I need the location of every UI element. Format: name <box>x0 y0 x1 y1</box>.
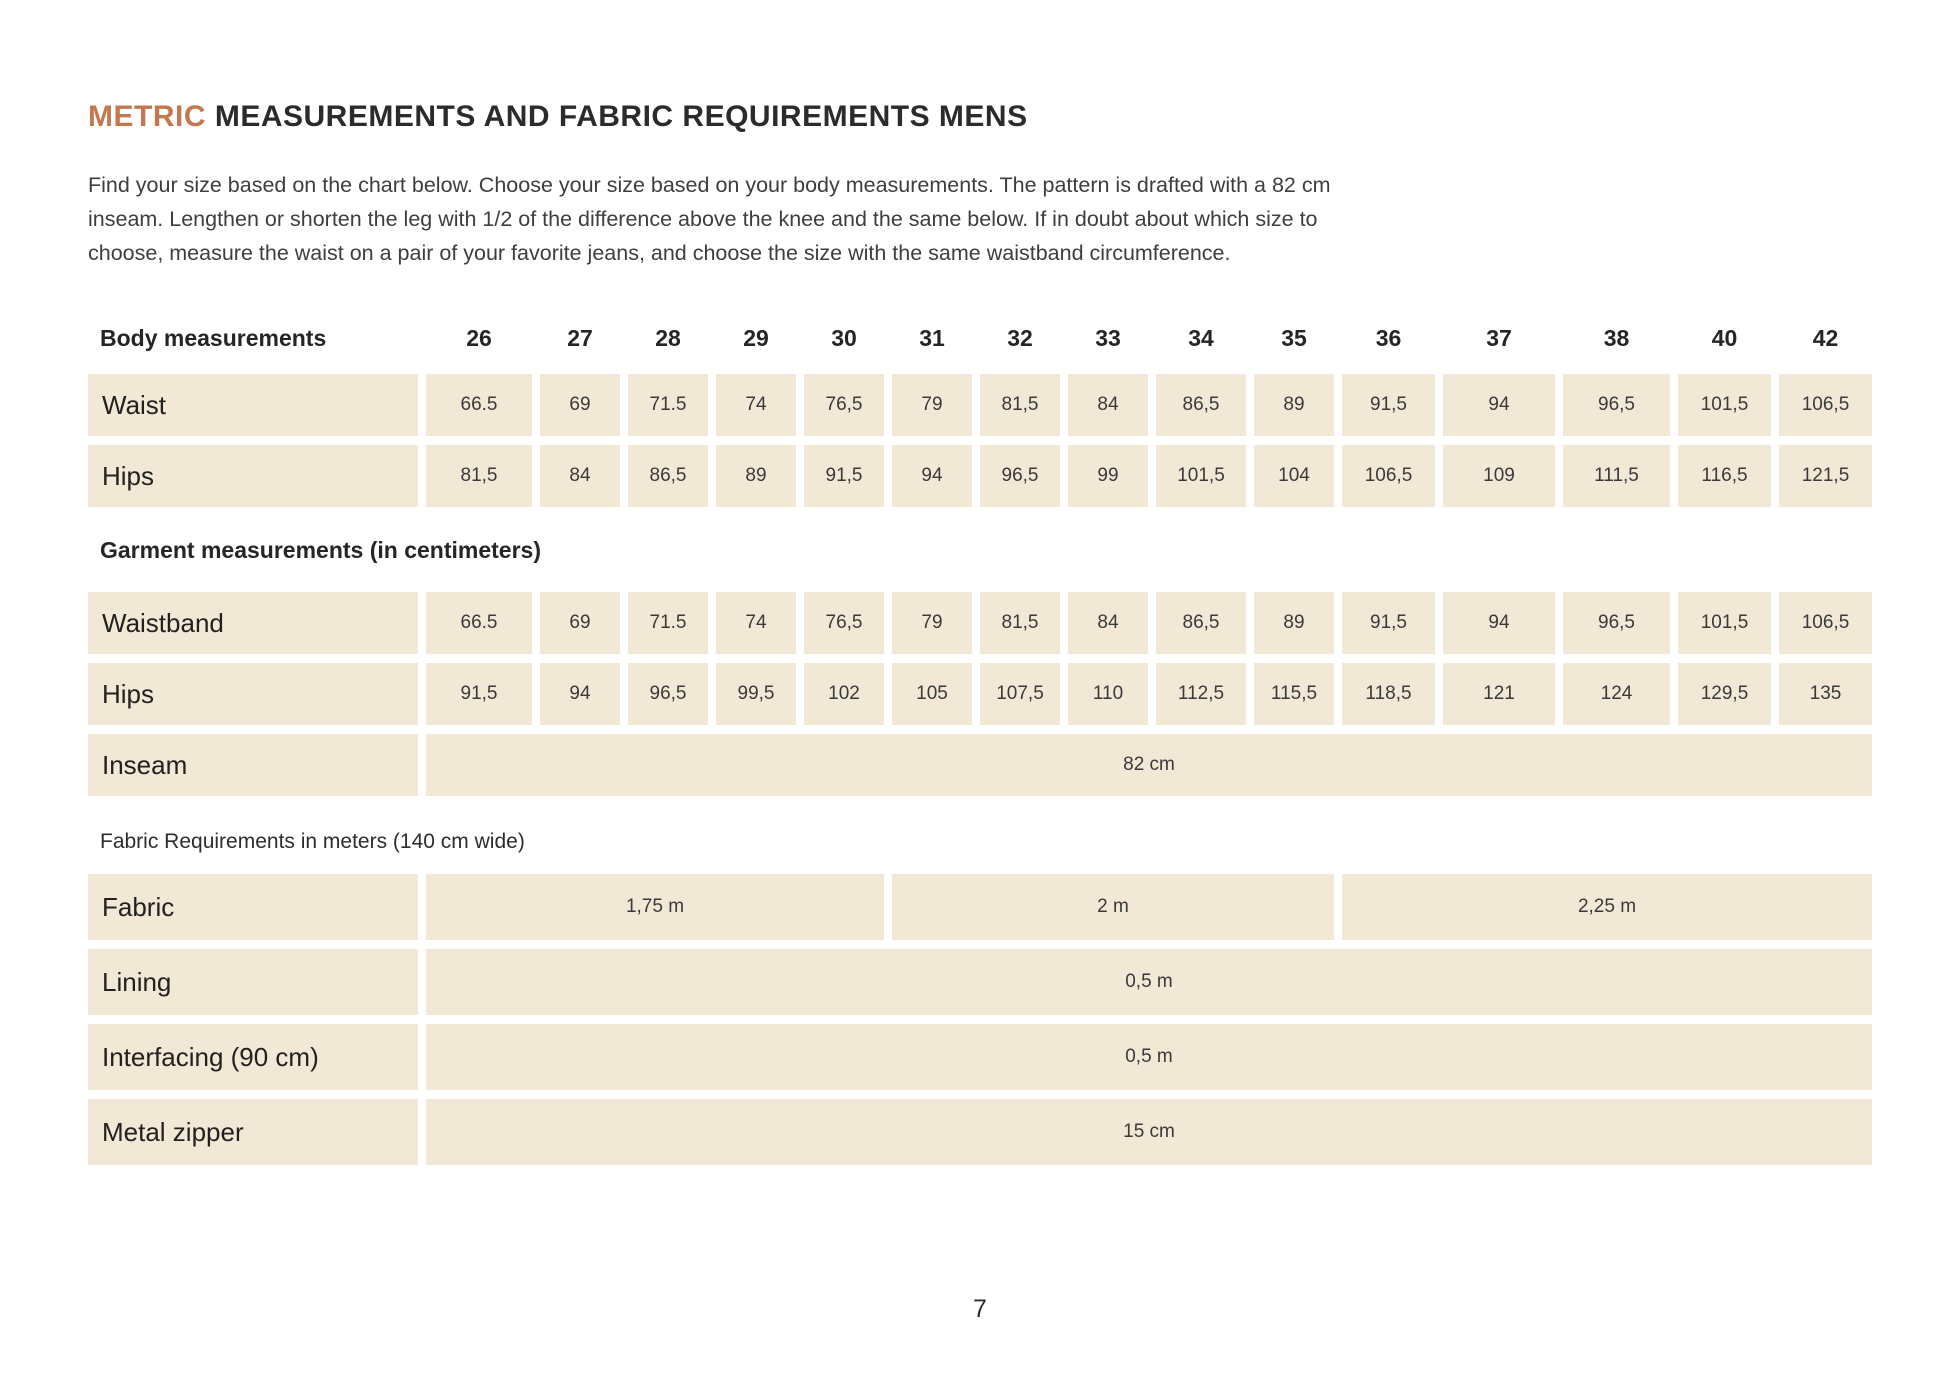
value-cell: 115,5 <box>1254 663 1334 725</box>
table-row-lining <box>88 949 1872 1015</box>
zipper-value-cell: 15 cm <box>426 1099 1872 1165</box>
interfacing-value-cell: 0,5 m <box>426 1024 1872 1090</box>
value-cell: 91,5 <box>804 445 884 507</box>
value-cell: 104 <box>1254 445 1334 507</box>
value-cell: 124 <box>1563 663 1670 725</box>
size-column-header: 27 <box>567 324 593 351</box>
size-column-header: 37 <box>1486 324 1512 351</box>
size-column-header: 31 <box>919 324 945 351</box>
value-cell: 86,5 <box>1156 374 1246 436</box>
value-cell: 101,5 <box>1678 592 1771 654</box>
size-column-header: 33 <box>1095 324 1121 351</box>
value-cell: 106,5 <box>1342 445 1435 507</box>
row-label: Waist <box>88 374 418 436</box>
value-cell: 66.5 <box>426 374 532 436</box>
value-cell: 109 <box>1443 445 1555 507</box>
value-cell: 94 <box>892 445 972 507</box>
row-label: Fabric <box>88 874 418 940</box>
value-cell: 89 <box>1254 592 1334 654</box>
table-row-waistband <box>88 592 1872 654</box>
table-row-fabric <box>88 874 1872 940</box>
row-label: Hips <box>88 663 418 725</box>
intro-line: inseam. Lengthen or shorten the leg with 1/2 of the difference above the knee and the same below. If in doubt about which size to <box>88 207 1318 231</box>
intro-line: Find your size based on the chart below. Choose your size based on your body measurements. The pattern is drafted with a 82 cm <box>88 173 1331 197</box>
size-column-header: 40 <box>1711 324 1738 351</box>
row-label: Waistband <box>88 592 418 654</box>
value-cell: 71.5 <box>628 374 708 436</box>
value-cell: 81,5 <box>980 374 1060 436</box>
row-label: Interfacing (90 cm) <box>88 1024 418 1090</box>
value-cell: 94 <box>1443 374 1555 436</box>
value-cell: 69 <box>540 374 620 436</box>
size-column-header: 36 <box>1375 324 1402 351</box>
size-column-header: 28 <box>655 324 681 351</box>
value-cell: 99,5 <box>716 663 796 725</box>
size-header-row <box>88 322 1872 354</box>
value-cell: 79 <box>892 374 972 436</box>
page-content <box>88 0 1872 1324</box>
value-cell: 89 <box>716 445 796 507</box>
fabric-section-title: Fabric Requirements in meters (140 cm wide) <box>100 830 525 853</box>
value-cell: 96,5 <box>628 663 708 725</box>
value-cell: 76,5 <box>804 592 884 654</box>
size-column-header: 29 <box>743 324 769 351</box>
value-cell: 91,5 <box>1342 592 1435 654</box>
value-cell: 74 <box>716 374 796 436</box>
value-cell: 74 <box>716 592 796 654</box>
value-cell: 121,5 <box>1779 445 1872 507</box>
row-label: Inseam <box>88 734 418 796</box>
row-label: Lining <box>88 949 418 1015</box>
value-cell: 107,5 <box>980 663 1060 725</box>
row-label: Metal zipper <box>88 1099 418 1165</box>
fabric-value-cell: 2,25 m <box>1342 874 1872 940</box>
value-cell: 81,5 <box>426 445 532 507</box>
value-cell: 101,5 <box>1156 445 1246 507</box>
value-cell: 99 <box>1068 445 1148 507</box>
value-cell: 94 <box>1443 592 1555 654</box>
value-cell: 106,5 <box>1779 374 1872 436</box>
garment-section-title: Garment measurements (in centimeters) <box>100 537 541 563</box>
value-cell: 81,5 <box>980 592 1060 654</box>
fabric-value-cell: 2 m <box>892 874 1334 940</box>
value-cell: 76,5 <box>804 374 884 436</box>
value-cell: 129,5 <box>1678 663 1771 725</box>
value-cell: 94 <box>540 663 620 725</box>
value-cell: 86,5 <box>628 445 708 507</box>
inseam-value-cell: 82 cm <box>426 734 1872 796</box>
size-column-header: 26 <box>466 324 492 351</box>
page-title <box>88 100 1872 134</box>
value-cell: 111,5 <box>1563 445 1670 507</box>
size-column-header: 30 <box>831 324 857 351</box>
intro-paragraph <box>88 168 1872 270</box>
size-column-header: 42 <box>1812 324 1839 351</box>
value-cell: 71.5 <box>628 592 708 654</box>
value-cell: 118,5 <box>1342 663 1435 725</box>
title-accent: METRIC <box>88 100 206 133</box>
header-body-measurements: Body measurements <box>100 324 327 351</box>
value-cell: 96,5 <box>980 445 1060 507</box>
value-cell: 101,5 <box>1678 374 1771 436</box>
value-cell: 110 <box>1068 663 1148 725</box>
value-cell: 116,5 <box>1678 445 1771 507</box>
value-cell: 66.5 <box>426 592 532 654</box>
value-cell: 102 <box>804 663 884 725</box>
size-column-header: 35 <box>1281 324 1307 351</box>
table-row-garment-hips <box>88 663 1872 725</box>
value-cell: 89 <box>1254 374 1334 436</box>
size-column-header: 38 <box>1603 324 1630 351</box>
value-cell: 91,5 <box>1342 374 1435 436</box>
table-row-metal-zipper <box>88 1099 1872 1165</box>
table-row-inseam <box>88 734 1872 796</box>
value-cell: 86,5 <box>1156 592 1246 654</box>
value-cell: 96,5 <box>1563 592 1670 654</box>
intro-line: choose, measure the waist on a pair of your favorite jeans, and choose the size with the same waistband circumference. <box>88 241 1231 265</box>
value-cell: 79 <box>892 592 972 654</box>
page-number: 7 <box>973 1295 987 1323</box>
table-row-waist <box>88 374 1872 436</box>
value-cell: 105 <box>892 663 972 725</box>
row-label: Hips <box>88 445 418 507</box>
value-cell: 135 <box>1779 663 1872 725</box>
table-row-interfacing <box>88 1024 1872 1090</box>
value-cell: 112,5 <box>1156 663 1246 725</box>
value-cell: 84 <box>1068 374 1148 436</box>
value-cell: 69 <box>540 592 620 654</box>
fabric-value-cell: 1,75 m <box>426 874 884 940</box>
title-rest: MEASUREMENTS AND FABRIC REQUIREMENTS MENS <box>206 100 1028 133</box>
table-row-hips <box>88 445 1872 507</box>
value-cell: 96,5 <box>1563 374 1670 436</box>
size-column-header: 32 <box>1007 324 1033 351</box>
value-cell: 84 <box>540 445 620 507</box>
value-cell: 91,5 <box>426 663 532 725</box>
lining-value-cell: 0,5 m <box>426 949 1872 1015</box>
value-cell: 106,5 <box>1779 592 1872 654</box>
value-cell: 121 <box>1443 663 1555 725</box>
size-column-header: 34 <box>1188 324 1214 351</box>
value-cell: 84 <box>1068 592 1148 654</box>
